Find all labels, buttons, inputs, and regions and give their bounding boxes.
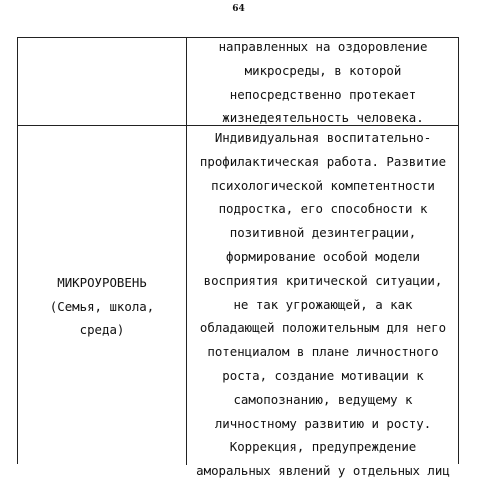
text-line: позитивной дезинтеграции, <box>229 225 417 241</box>
table-row <box>18 126 458 479</box>
text-line: жизнедеятельность человека. <box>222 110 424 126</box>
level-subtitle: (Семья, школа, <box>49 298 155 314</box>
text-line: Коррекция, предупреждение <box>229 439 417 455</box>
text-line: профилактическая работа. Развитие <box>199 153 447 169</box>
description-cell <box>188 126 458 479</box>
column-divider <box>186 126 187 465</box>
text-line: Индивидуальная воспитательно- <box>214 130 432 145</box>
text-line: микросреды, в которой <box>244 62 402 78</box>
text-line: психологической компетентности <box>211 177 435 193</box>
text-line: личностному развитию и росту. <box>214 415 432 431</box>
level-subtitle: среда) <box>79 322 125 338</box>
text-line: направленных на оздоровление <box>218 39 428 54</box>
text-line: непосредственно протекает <box>229 86 417 102</box>
level-cell <box>18 126 186 465</box>
text-line: формирование особой модели <box>226 248 420 264</box>
text-line: подростка, его способности к <box>218 201 428 217</box>
text-line: восприятия критической ситуации, <box>203 272 443 288</box>
column-divider <box>186 38 187 125</box>
text-line: самопознанию, ведущему к <box>233 391 413 407</box>
page-number: 64 <box>232 4 245 14</box>
level-label <box>50 271 154 342</box>
text-line: потенциалом в плане личностного <box>207 344 439 360</box>
text-line: обладающей положительным для него <box>199 320 447 336</box>
level-title: МИКРОУРОВЕНЬ <box>57 274 147 290</box>
level-cell <box>18 38 186 125</box>
document-table <box>17 37 459 479</box>
text-line: аморальных явлений у отдельных лиц <box>196 463 450 479</box>
description-cell <box>188 35 458 125</box>
text-line: роста, создание мотивации к <box>222 367 424 383</box>
text-line: не так угрожающей, а как <box>233 296 413 312</box>
table-row <box>18 38 458 126</box>
